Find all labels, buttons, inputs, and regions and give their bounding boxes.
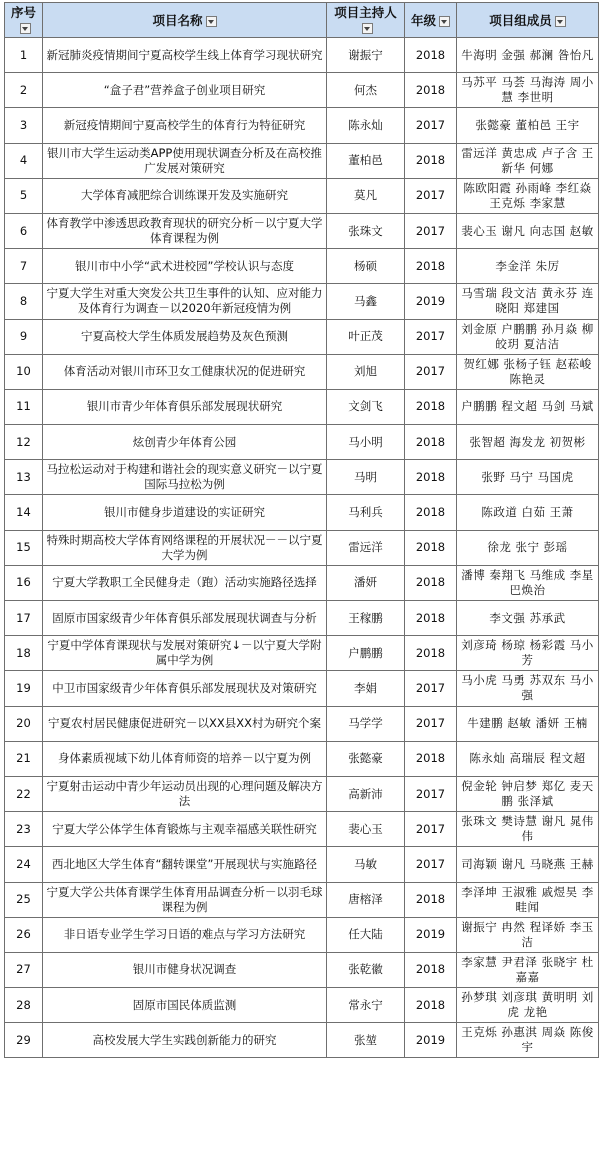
cell-members[interactable]: 李泽坤 王淑雅 戚煜昊 李畦闻 [457,882,599,917]
cell-host[interactable]: 陈永灿 [327,108,405,143]
cell-host[interactable]: 马利兵 [327,495,405,530]
cell-grade[interactable]: 2017 [405,706,457,741]
header-name[interactable] [43,3,327,38]
table-row [5,636,599,671]
cell-members[interactable]: 张珠文 樊诗慧 谢凡 晁伟伟 [457,812,599,847]
cell-members[interactable]: 谢振宁 冉然 程译娇 李玉洁 [457,917,599,952]
filter-dropdown-icon[interactable] [362,23,373,34]
table-row [5,988,599,1023]
cell-grade[interactable]: 2018 [405,530,457,565]
cell-host[interactable]: 文剑飞 [327,389,405,424]
cell-no[interactable]: 23 [5,812,43,847]
cell-no[interactable]: 20 [5,706,43,741]
cell-host[interactable]: 刘旭 [327,354,405,389]
cell-no[interactable]: 15 [5,530,43,565]
cell-name[interactable]: 身体素质视域下幼儿体育师资的培养－以宁夏为例 [43,741,327,776]
cell-grade[interactable]: 2017 [405,671,457,706]
cell-host[interactable]: 张乾徽 [327,952,405,987]
cell-members[interactable]: 司海颖 谢凡 马晓燕 王赫 [457,847,599,882]
cell-grade[interactable]: 2019 [405,284,457,319]
cell-grade[interactable]: 2017 [405,213,457,248]
cell-no[interactable]: 13 [5,460,43,495]
cell-host[interactable]: 董柏邑 [327,143,405,178]
table-row [5,354,599,389]
cell-no[interactable]: 24 [5,847,43,882]
cell-host[interactable]: 裴心玉 [327,812,405,847]
header-host-label: 项目主持人 [334,5,397,20]
table-row [5,601,599,636]
cell-grade[interactable]: 2017 [405,108,457,143]
cell-grade[interactable]: 2018 [405,636,457,671]
cell-host[interactable]: 高新沛 [327,776,405,811]
cell-grade[interactable]: 2018 [405,882,457,917]
cell-host[interactable]: 马小明 [327,425,405,460]
cell-name[interactable]: 非日语专业学生学习日语的难点与学习方法研究 [43,917,327,952]
header-no[interactable] [5,3,43,38]
cell-name[interactable]: 银川市健身步道建设的实证研究 [43,495,327,530]
cell-grade[interactable]: 2018 [405,425,457,460]
cell-host[interactable]: 户鹏鹏 [327,636,405,671]
cell-no[interactable]: 19 [5,671,43,706]
cell-no[interactable]: 26 [5,917,43,952]
filter-dropdown-icon[interactable] [20,23,31,34]
table-row [5,389,599,424]
cell-grade[interactable]: 2018 [405,495,457,530]
cell-members[interactable]: 孙梦琪 刘彦琪 黄明明 刘虎 龙艳 [457,988,599,1023]
cell-host[interactable]: 杨硕 [327,249,405,284]
cell-name[interactable]: 特殊时期高校大学体育网络课程的开展状况－－以宁夏大学为例 [43,530,327,565]
cell-host[interactable]: 马鑫 [327,284,405,319]
cell-host[interactable]: 王稼鹏 [327,601,405,636]
cell-name[interactable]: 西北地区大学生体育“翻转课堂”开展现状与实施路径 [43,847,327,882]
header-name-label: 项目名称 [152,12,203,28]
cell-host[interactable]: 张懿豪 [327,741,405,776]
cell-no[interactable]: 5 [5,178,43,213]
cell-grade[interactable]: 2018 [405,601,457,636]
cell-host[interactable]: 张珠文 [327,213,405,248]
cell-host[interactable]: 叶正茂 [327,319,405,354]
cell-no[interactable]: 28 [5,988,43,1023]
table-row [5,1023,599,1058]
cell-name[interactable]: 新冠肺炎疫情期间宁夏高校学生线上体育学习现状研究 [43,38,327,73]
cell-members[interactable]: 潘博 秦翔飞 马维成 李星 巴焕治 [457,565,599,600]
cell-grade[interactable]: 2017 [405,178,457,213]
table-row [5,38,599,73]
table-row [5,249,599,284]
cell-no[interactable]: 10 [5,354,43,389]
cell-members[interactable]: 王克烁 孙惠淇 周焱 陈俊宇 [457,1023,599,1058]
cell-name[interactable]: 体育教学中渗透思政教育现状的研究分析－以宁夏大学体育课程为例 [43,213,327,248]
cell-grade[interactable]: 2017 [405,812,457,847]
header-row [5,3,599,38]
cell-grade[interactable]: 2017 [405,354,457,389]
cell-no[interactable]: 12 [5,425,43,460]
cell-members[interactable]: 倪金轮 钟启梦 郑亿 麦天鹏 张泽斌 [457,776,599,811]
cell-no[interactable]: 17 [5,601,43,636]
filter-dropdown-icon[interactable] [206,16,217,27]
cell-members[interactable]: 马雪瑞 段文洁 黄永芬 连晓阳 郑建国 [457,284,599,319]
cell-host[interactable]: 马学学 [327,706,405,741]
table-row [5,108,599,143]
cell-name[interactable]: 固原市国民体质监测 [43,988,327,1023]
filter-dropdown-icon[interactable] [439,16,450,27]
cell-name[interactable]: 体育活动对银川市环卫女工健康状况的促进研究 [43,354,327,389]
header-members[interactable] [457,3,599,38]
cell-host[interactable]: 何杰 [327,73,405,108]
cell-name[interactable]: 炫创青少年体育公园 [43,425,327,460]
cell-host[interactable]: 马明 [327,460,405,495]
cell-name[interactable]: 高校发展大学生实践创新能力的研究 [43,1023,327,1058]
cell-grade[interactable]: 2017 [405,847,457,882]
cell-name[interactable]: 固原市国家级青少年体育俱乐部发展现状调查与分析 [43,601,327,636]
cell-name[interactable]: 中卫市国家级青少年体育俱乐部发展现状及对策研究 [43,671,327,706]
cell-no[interactable]: 25 [5,882,43,917]
cell-name[interactable]: 银川市大学生运动类APP使用现状调查分析及在高校推广发展对策研究 [43,143,327,178]
cell-host[interactable]: 谢振宁 [327,38,405,73]
cell-name[interactable]: 宁夏大学教职工全民健身走（跑）活动实施路径选择 [43,565,327,600]
cell-no[interactable]: 8 [5,284,43,319]
table-row [5,495,599,530]
cell-name[interactable]: 宁夏射击运动中青少年运动员出现的心理问题及解决方法 [43,776,327,811]
cell-no[interactable]: 3 [5,108,43,143]
cell-no[interactable]: 18 [5,636,43,671]
cell-name[interactable]: 银川市中小学“武术进校园”学校认识与态度 [43,249,327,284]
table-row [5,143,599,178]
table-row [5,847,599,882]
cell-members[interactable]: 刘金原 户鹏鹏 孙月焱 柳皎玥 夏洁洁 [457,319,599,354]
cell-no[interactable]: 14 [5,495,43,530]
cell-host[interactable]: 张堃 [327,1023,405,1058]
table-body [5,38,599,1058]
cell-grade[interactable]: 2018 [405,38,457,73]
table-row [5,706,599,741]
cell-host[interactable]: 马敏 [327,847,405,882]
cell-members[interactable]: 徐龙 张宁 彭瑶 [457,530,599,565]
cell-host[interactable]: 雷远洋 [327,530,405,565]
cell-members[interactable]: 牛海明 金强 郝澜 昝怡凡 [457,38,599,73]
cell-host[interactable]: 任大陆 [327,917,405,952]
cell-no[interactable]: 27 [5,952,43,987]
cell-name[interactable]: 银川市青少年体育俱乐部发展现状研究 [43,389,327,424]
cell-grade[interactable]: 2018 [405,952,457,987]
cell-name[interactable]: 大学体育减肥综合训练课开发及实施研究 [43,178,327,213]
cell-members[interactable]: 贺红娜 张杨子钰 赵菘峻 陈艳灵 [457,354,599,389]
cell-members[interactable]: 李金洋 朱厉 [457,249,599,284]
cell-members[interactable]: 李家慧 尹君泽 张晓宇 杜嘉嘉 [457,952,599,987]
cell-grade[interactable]: 2019 [405,1023,457,1058]
header-no-label: 序号 [10,5,36,20]
cell-no[interactable]: 7 [5,249,43,284]
cell-members[interactable]: 张智超 海发龙 初贺彬 [457,425,599,460]
cell-name[interactable]: 宁夏大学公体学生体育锻炼与主观幸福感关联性研究 [43,812,327,847]
table-row [5,671,599,706]
table-row [5,460,599,495]
table-row [5,882,599,917]
table-row [5,178,599,213]
cell-grade[interactable]: 2018 [405,143,457,178]
header-host[interactable] [327,3,405,38]
table-row [5,952,599,987]
cell-name[interactable]: 宁夏农村居民健康促进研究－以XX县XX村为研究个案 [43,706,327,741]
cell-members[interactable]: 陈政道 白茹 王萧 [457,495,599,530]
cell-members[interactable]: 陈欧阳霞 孙雨峰 李红焱 王克烁 李家慧 [457,178,599,213]
table-row [5,284,599,319]
cell-members[interactable]: 刘彦琦 杨琼 杨彩霞 马小芳 [457,636,599,671]
table-row [5,425,599,460]
table-row [5,917,599,952]
cell-name[interactable]: 马拉松运动对于构建和谐社会的现实意义研究－以宁夏国际马拉松为例 [43,460,327,495]
cell-no[interactable]: 21 [5,741,43,776]
cell-grade[interactable]: 2018 [405,565,457,600]
cell-name[interactable]: 宁夏大学公共体育课学生体育用品调查分析－以羽毛球课程为例 [43,882,327,917]
table-row [5,530,599,565]
cell-name[interactable]: 宁夏大学生对重大突发公共卫生事件的认知、应对能力及体育行为调查－以2020年新冠疫情为例 [43,284,327,319]
table-row [5,565,599,600]
table-row [5,776,599,811]
cell-no[interactable]: 2 [5,73,43,108]
cell-name[interactable]: 宁夏中学体育课现状与发展对策研究↓－以宁夏大学附属中学为例 [43,636,327,671]
cell-name[interactable]: “盒子君”营养盒子创业项目研究 [43,73,327,108]
cell-name[interactable]: 新冠疫情期间宁夏高校学生的体育行为特征研究 [43,108,327,143]
cell-grade[interactable]: 2017 [405,776,457,811]
cell-no[interactable]: 16 [5,565,43,600]
cell-grade[interactable]: 2018 [405,73,457,108]
cell-members[interactable]: 马小虎 马勇 苏双东 马小强 [457,671,599,706]
cell-members[interactable]: 马苏平 马荟 马海涛 周小慧 李世明 [457,73,599,108]
cell-no[interactable]: 1 [5,38,43,73]
cell-members[interactable]: 雷远洋 黄忠成 卢子含 王新华 何娜 [457,143,599,178]
cell-host[interactable]: 潘妍 [327,565,405,600]
cell-members[interactable]: 牛建鹏 赵敏 潘妍 王楠 [457,706,599,741]
cell-no[interactable]: 4 [5,143,43,178]
cell-grade[interactable]: 2018 [405,741,457,776]
header-grade-label: 年级 [410,12,436,28]
cell-grade[interactable]: 2018 [405,249,457,284]
header-grade[interactable] [405,3,457,38]
cell-no[interactable]: 22 [5,776,43,811]
cell-members[interactable]: 李文强 苏承武 [457,601,599,636]
table-row [5,73,599,108]
cell-no[interactable]: 11 [5,389,43,424]
cell-name[interactable]: 宁夏高校大学生体质发展趋势及灰色预测 [43,319,327,354]
cell-grade[interactable]: 2018 [405,460,457,495]
table-row [5,213,599,248]
cell-no[interactable]: 29 [5,1023,43,1058]
cell-host[interactable]: 莫凡 [327,178,405,213]
cell-members[interactable]: 户鹏鹏 程文超 马剑 马斌 [457,389,599,424]
cell-grade[interactable]: 2017 [405,319,457,354]
cell-name[interactable]: 银川市健身状况调查 [43,952,327,987]
cell-members[interactable]: 裴心玉 谢凡 向志国 赵敏 [457,213,599,248]
filter-dropdown-icon[interactable] [555,16,566,27]
cell-grade[interactable]: 2018 [405,988,457,1023]
cell-members[interactable]: 张野 马宁 马国虎 [457,460,599,495]
cell-no[interactable]: 6 [5,213,43,248]
table-row [5,741,599,776]
cell-members[interactable]: 陈永灿 高瑞辰 程文超 [457,741,599,776]
cell-grade[interactable]: 2018 [405,389,457,424]
header-members-label: 项目组成员 [489,12,552,28]
cell-host[interactable]: 李娟 [327,671,405,706]
cell-grade[interactable]: 2019 [405,917,457,952]
table-row [5,319,599,354]
cell-no[interactable]: 9 [5,319,43,354]
table-row [5,812,599,847]
cell-host[interactable]: 唐榕泽 [327,882,405,917]
cell-members[interactable]: 张懿豪 董柏邑 王宇 [457,108,599,143]
cell-host[interactable]: 常永宁 [327,988,405,1023]
project-table [4,2,599,1058]
